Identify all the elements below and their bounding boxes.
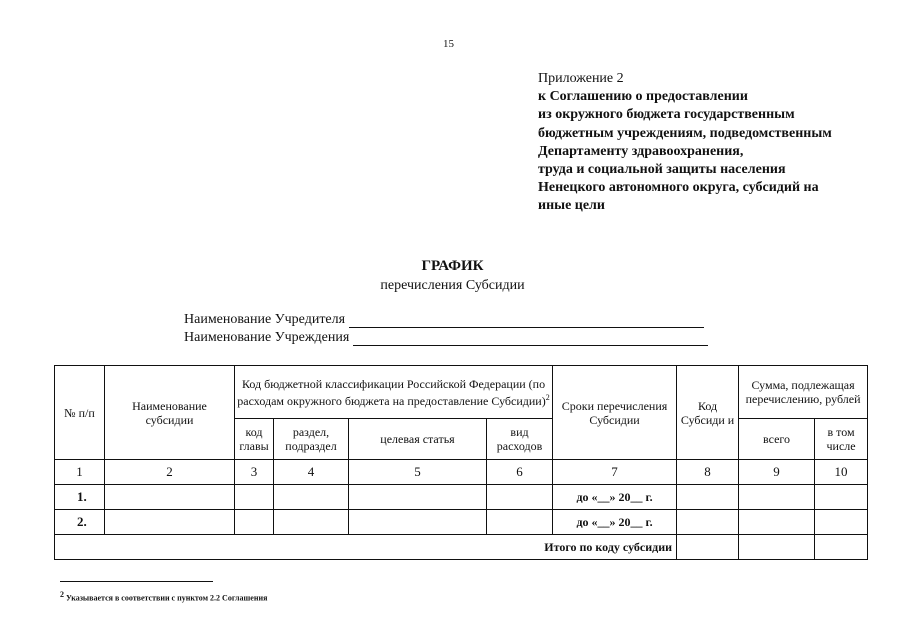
row-deadline: до «__» 20__ г. xyxy=(553,510,677,535)
header-sum: Сумма, подлежащая перечислению, рублей xyxy=(739,366,868,419)
cell-empty xyxy=(349,510,487,535)
cell-empty xyxy=(274,485,349,510)
appendix-line: из окружного бюджета государственным xyxy=(538,107,795,123)
institution-field xyxy=(184,330,708,346)
cell-empty xyxy=(487,510,553,535)
table-row xyxy=(55,510,868,535)
founder-blank-line xyxy=(349,315,704,328)
column-number: 6 xyxy=(487,460,553,485)
cell-empty xyxy=(105,485,235,510)
table-row xyxy=(55,485,868,510)
column-number: 9 xyxy=(739,460,815,485)
cell-empty xyxy=(677,510,739,535)
header-section: раздел, подраздел xyxy=(274,419,349,460)
founder-field xyxy=(184,312,704,328)
institution-label: Наименование Учреждения xyxy=(184,330,350,345)
page-number: 15 xyxy=(443,38,454,50)
row-deadline: до «__» 20__ г. xyxy=(553,485,677,510)
footnote-text: Указывается в соответствии с пунктом 2.2 Соглашения xyxy=(66,593,268,603)
column-number: 8 xyxy=(677,460,739,485)
column-number: 7 xyxy=(553,460,677,485)
column-number: 3 xyxy=(235,460,274,485)
footnote xyxy=(60,590,267,603)
cell-empty xyxy=(487,485,553,510)
cell-empty xyxy=(677,535,739,560)
institution-blank-line xyxy=(353,333,708,346)
footnote-divider xyxy=(60,581,213,582)
column-number: 2 xyxy=(105,460,235,485)
total-label: Итого по коду субсидии xyxy=(55,535,677,560)
header-chapter-code: код главы xyxy=(235,419,274,460)
cell-empty xyxy=(815,485,868,510)
schedule-table xyxy=(54,365,868,560)
cell-empty xyxy=(815,535,868,560)
cell-empty xyxy=(677,485,739,510)
column-number: 10 xyxy=(815,460,868,485)
footnote-mark: 2 xyxy=(60,590,64,599)
appendix-line: труда и социальной защиты населения xyxy=(538,162,786,178)
cell-empty xyxy=(274,510,349,535)
header-kbk-text: Код бюджетной классификации Российской Федерации (по расходам окружного бюджета на предоставление Субсидии) xyxy=(237,376,546,408)
cell-empty xyxy=(739,535,815,560)
footnote-ref: 2 xyxy=(545,392,550,402)
cell-empty xyxy=(235,485,274,510)
appendix-line: Приложение 2 xyxy=(538,71,624,86)
column-number-row xyxy=(55,460,868,485)
header-deadline: Сроки перечисления Субсидии xyxy=(553,366,677,460)
document-subtitle: перечисления Субсидии xyxy=(380,278,525,293)
header-code: Код Субсиди и xyxy=(677,366,739,460)
column-number: 5 xyxy=(349,460,487,485)
header-expense-type: вид расходов xyxy=(487,419,553,460)
cell-empty xyxy=(105,510,235,535)
column-number: 1 xyxy=(55,460,105,485)
appendix-line: Ненецкого автономного округа, субсидий на xyxy=(538,180,819,196)
appendix-line: бюджетным учреждениям, подведомственным xyxy=(538,125,832,141)
total-row xyxy=(55,535,868,560)
header-sum-total: всего xyxy=(739,419,815,460)
cell-empty xyxy=(235,510,274,535)
cell-empty xyxy=(349,485,487,510)
row-number: 1. xyxy=(55,485,105,510)
header-sum-including: в том числе xyxy=(815,419,868,460)
document-title: ГРАФИК xyxy=(421,258,484,274)
cell-empty xyxy=(739,485,815,510)
header-target-article: целевая статья xyxy=(349,419,487,460)
row-number: 2. xyxy=(55,510,105,535)
appendix-line: Департаменту здравоохранения, xyxy=(538,143,744,159)
appendix-line: к Соглашению о предоставлении xyxy=(538,89,748,105)
cell-empty xyxy=(739,510,815,535)
header-num: № п/п xyxy=(55,366,105,460)
appendix-line: иные цели xyxy=(538,198,605,214)
founder-label: Наименование Учредителя xyxy=(184,312,346,327)
header-name: Наименование субсидии xyxy=(105,366,235,460)
column-number: 4 xyxy=(274,460,349,485)
cell-empty xyxy=(815,510,868,535)
appendix-header xyxy=(538,70,832,216)
header-kbk xyxy=(235,366,553,419)
